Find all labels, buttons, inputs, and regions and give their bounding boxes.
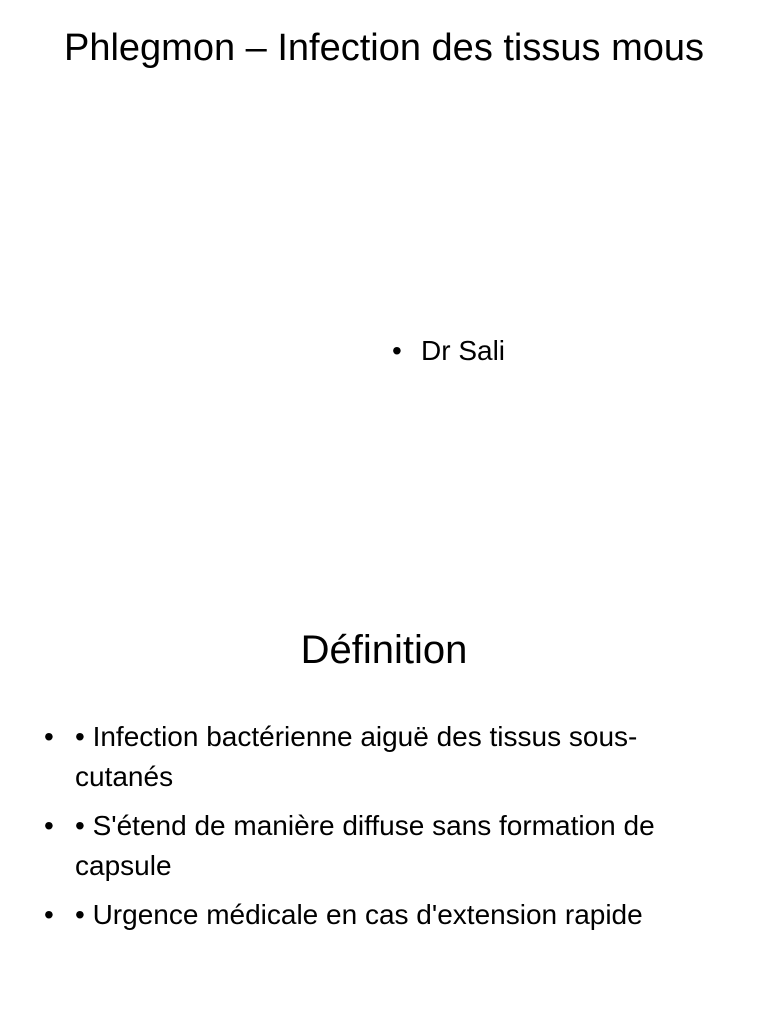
slide-definition bbox=[0, 576, 768, 1024]
bullet-list bbox=[44, 717, 724, 944]
bullet-dot-icon: • bbox=[44, 721, 54, 752]
list-item-text: • Infection bactérienne aiguë des tissus sous-cutanés bbox=[75, 721, 638, 792]
list-item bbox=[44, 806, 724, 886]
list-item bbox=[44, 717, 724, 797]
bullet-dot-icon: • bbox=[392, 335, 402, 366]
subtitle-item bbox=[392, 332, 505, 370]
subtitle-list bbox=[392, 332, 505, 379]
list-item-text: • S'étend de manière diffuse sans formation de capsule bbox=[75, 810, 655, 881]
slide-title: Phlegmon – Infection des tissus mous bbox=[63, 27, 704, 69]
slide-title: Définition bbox=[300, 628, 468, 672]
author-name: Dr Sali bbox=[421, 335, 506, 366]
list-item-text: • Urgence médicale en cas d'extension rapide bbox=[75, 899, 643, 930]
list-item bbox=[44, 895, 724, 935]
bullet-dot-icon: • bbox=[44, 899, 54, 930]
bullet-dot-icon: • bbox=[44, 810, 54, 841]
